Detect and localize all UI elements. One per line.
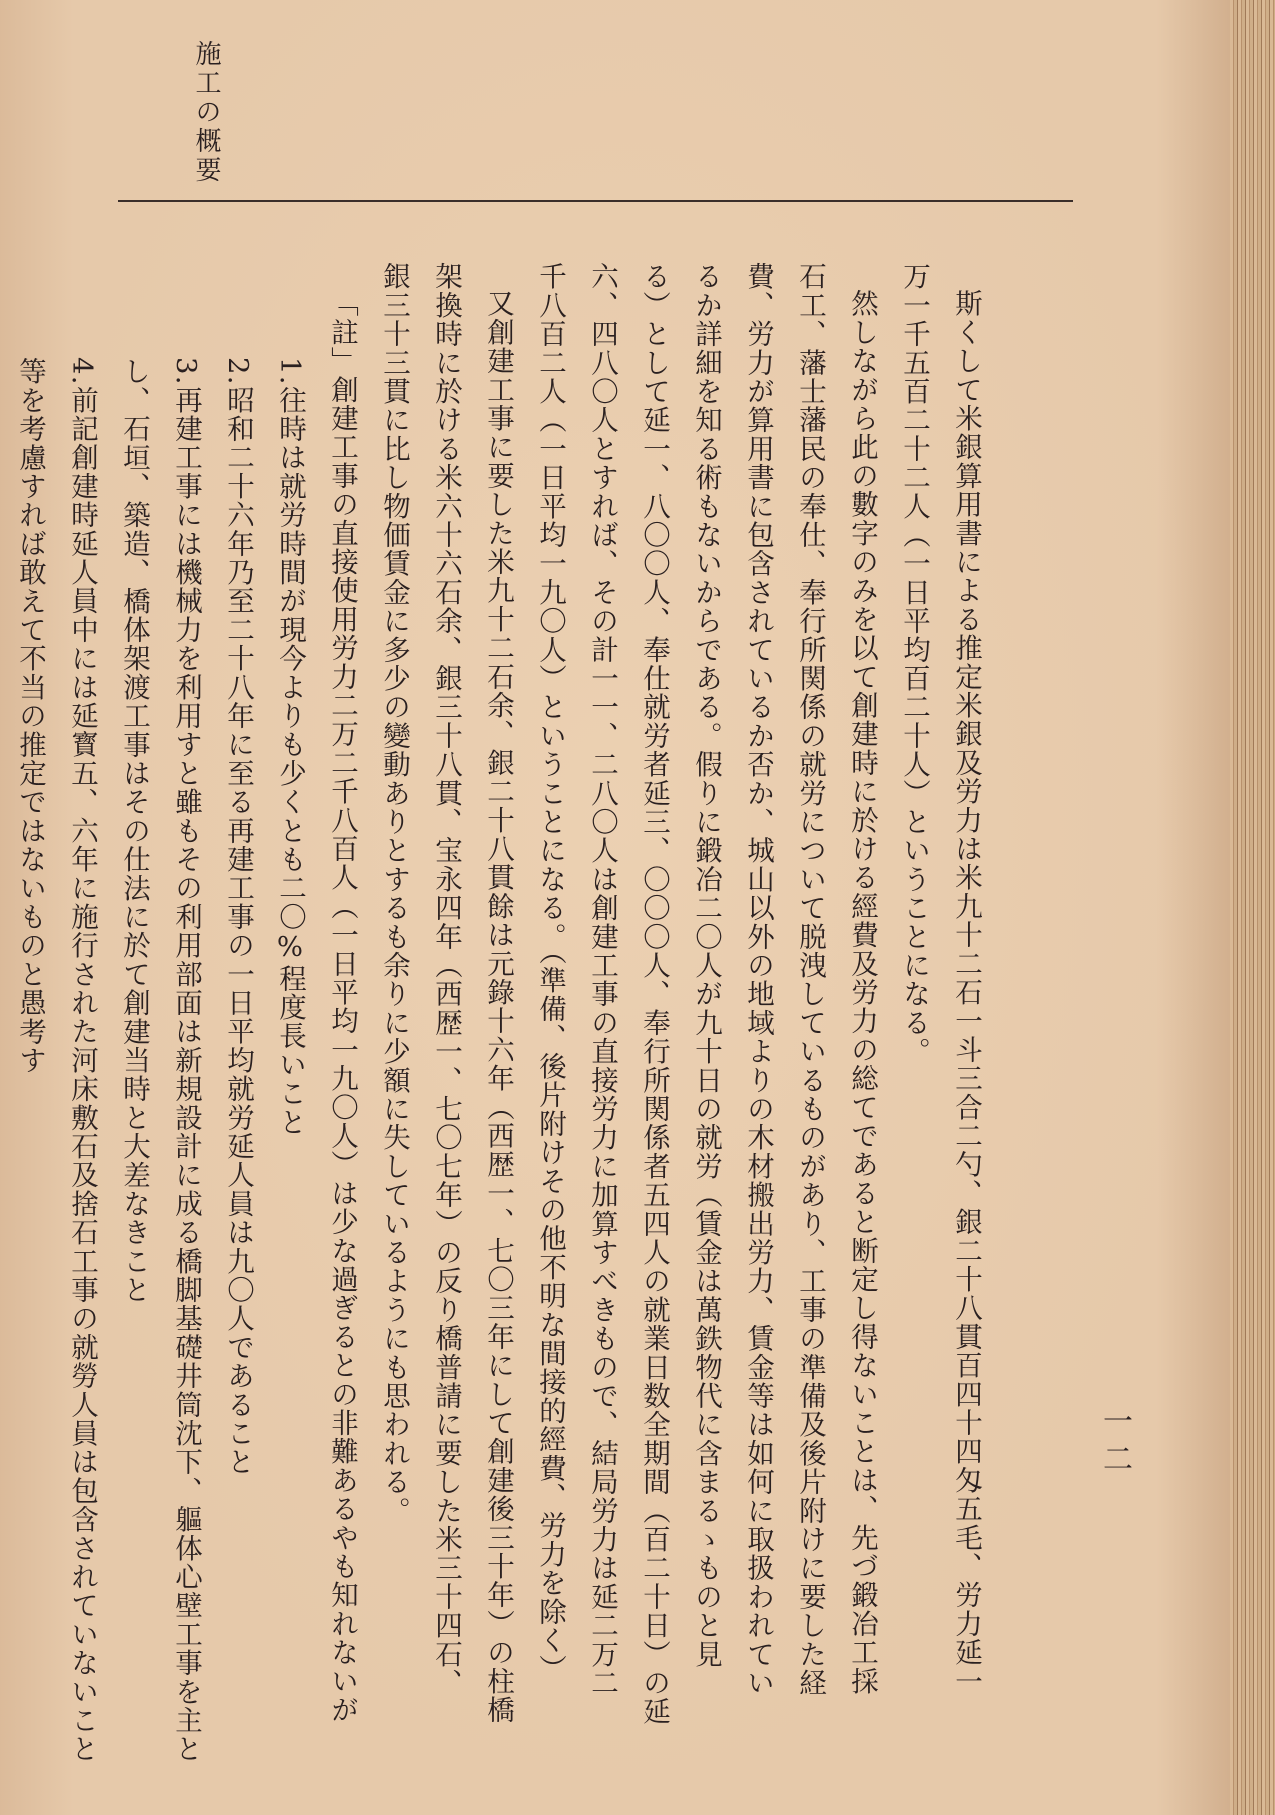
list-item-text-continued: 等を考慮すれば敢えて不当の推定ではないものと愚考す	[14, 357, 46, 1075]
text-line: 然しながら此の數字のみを以て創建時に於ける經費及労力の総てであると断定し得ないことは、先づ鍛冶工採	[846, 289, 878, 1696]
page-stack-edge	[1230, 0, 1275, 1815]
text-line: 銀三十三貫に比し物価賃金に多少の變動ありとするも余りに少額に失しているようにも思われる。	[378, 262, 410, 1525]
text-line: 又創建工事に要した米九十二石余、銀二十八貫餘は元錄十六年（西歴一、七〇三年にして創建後三十年）の柱橋	[482, 289, 514, 1724]
list-item-text: 往時は就労時間が現今よりも少くとも二〇%程度長いこと	[274, 385, 306, 1137]
header-rule	[118, 200, 1073, 202]
list-item-text-continued: し、石垣、築造、橋体架渡工事はその仕法に於て創建当時と大差なきこと	[118, 357, 150, 1305]
list-item-4	[56, 262, 108, 1772]
list-marker: 2.	[222, 357, 254, 386]
list-item-1	[264, 262, 316, 1772]
note-line: 「註」創建工事の直接使用労力二万二千八百人（一日平均一九〇人）は少な過ぎるとの非難あるやも知れないが	[326, 289, 358, 1724]
list-item-3	[160, 262, 212, 1772]
text-line: 万一千五百二十二人（一日平均百二十人）ということになる。	[898, 262, 930, 1066]
text-line: る）として延一、八〇〇人、奉仕就労者延三、〇〇〇人、奉行所関係者五四人の就業日数全期間（百二十日）の延	[638, 262, 670, 1726]
list-item-text: 前記創建時延人員中には延寳五、六年に施行された河床敷石及捨石工事の就勞人員は包含されていないこと	[66, 385, 98, 1764]
text-line: 架換時に於ける米六十六石余、銀三十八貫、宝永四年（西歴一、七〇七年）の反り橋普請に要した米三十四石、	[430, 262, 462, 1697]
list-item-text: 昭和二十六年乃至二十八年に至る再建工事の一日平均就労延人員は九〇人であること	[222, 385, 254, 1477]
page-number: 一二	[1097, 1405, 1132, 1481]
list-marker: 1.	[274, 357, 306, 386]
text-line: 斯くして米銀算用書による推定米銀及労力は米九十二石一斗三合二勺、銀二十八貫百四十四匁五毛、労力延一	[950, 289, 982, 1696]
list-marker: 3.	[170, 357, 202, 386]
body-text	[14, 262, 992, 1772]
running-head: 施工の概要	[191, 40, 221, 185]
text-line: 石工、藩士藩民の奉仕、奉行所関係の就労について脱洩しているものがあり、工事の準備及後片附けに要した経	[794, 262, 826, 1697]
text-line: 千八百二人（一日平均一九〇人）ということになる。（準備、後片附けその他不明な間接的經費、労力を除く）	[534, 262, 566, 1684]
text-line: るか詳細を知る術もないからである。假りに鍛冶二〇人が九十日の就労（賃金は萬鉄物代に含まるゝものと見	[690, 262, 722, 1669]
text-line: 費、労力が算用書に包含されているか否か、城山以外の地域よりの木材搬出労力、賃金等は如何に取扱われてい	[742, 262, 774, 1697]
list-item-2	[212, 262, 264, 1772]
list-marker: 4.	[66, 357, 98, 386]
list-item-text: 再建工事には機械力を利用すと雖もその利用部面は新規設計に成る橋脚基礎井筒沈下、軀体心壁工事を主と	[170, 385, 202, 1764]
text-line: 六、四八〇人とすれば、その計一一、二八〇人は創建工事の直接労力に加算すべきもので、結局労力は延二万二	[586, 262, 618, 1697]
